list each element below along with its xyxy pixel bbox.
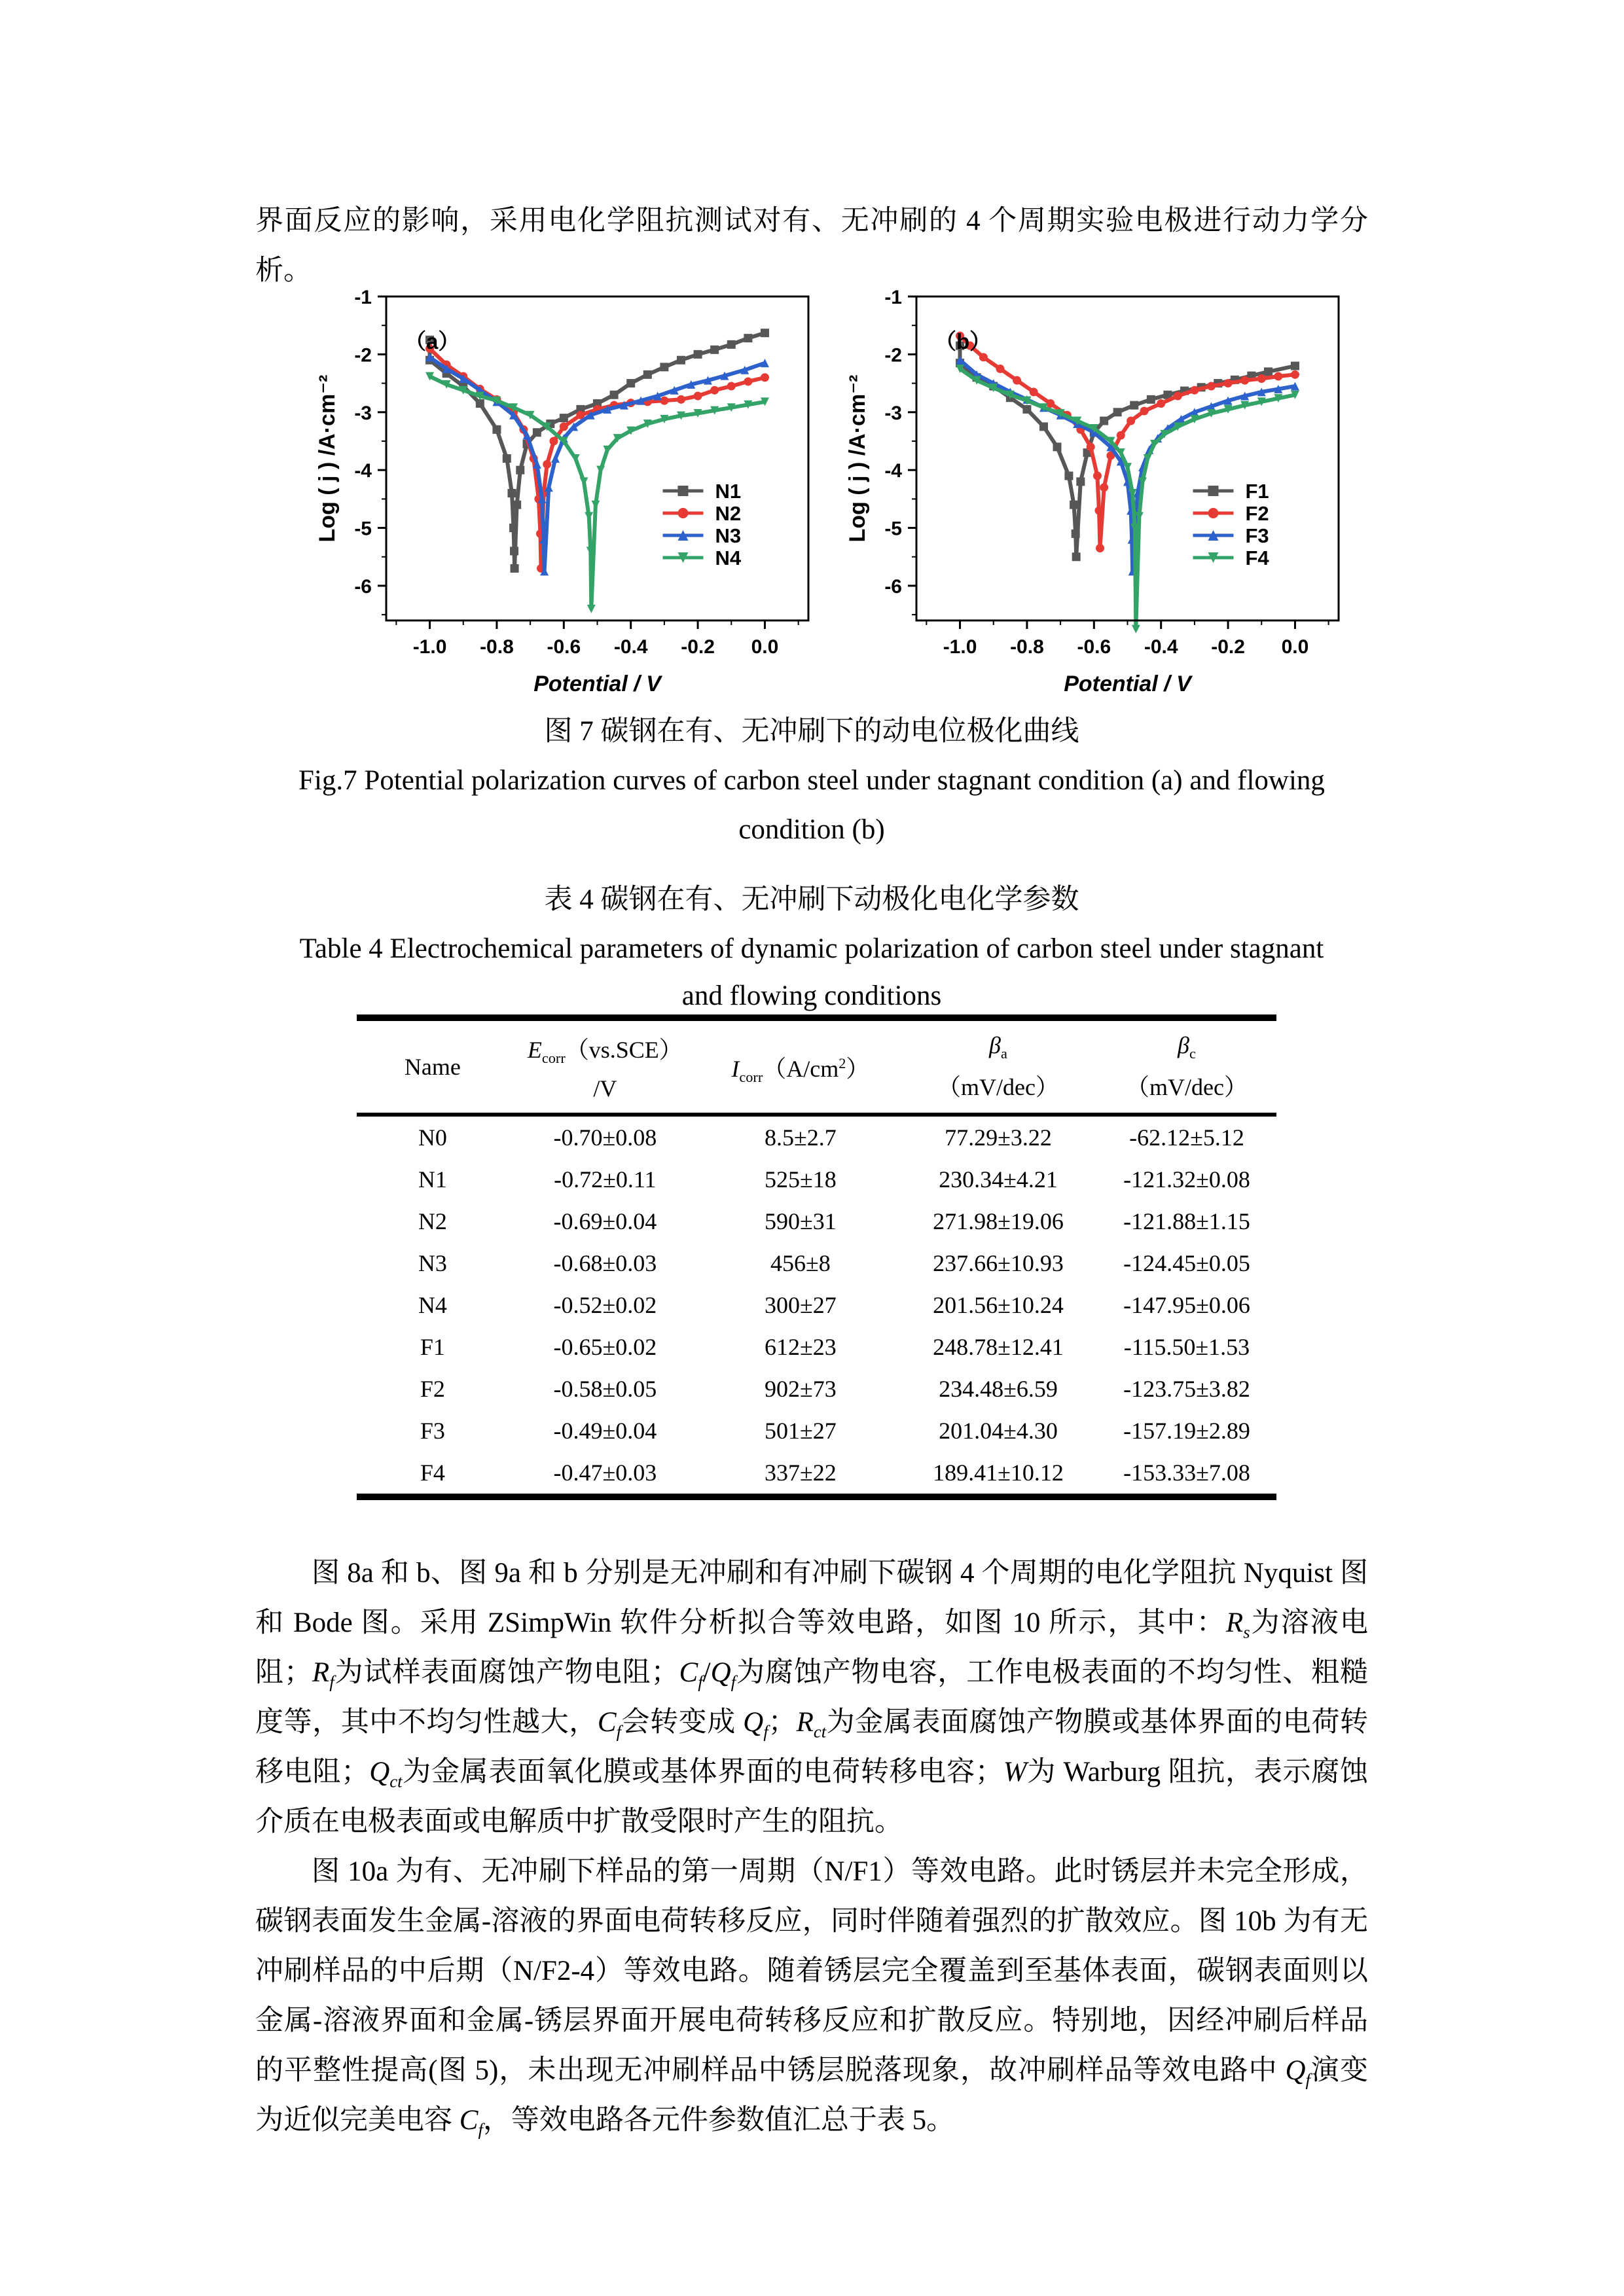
- table-row: [357, 1284, 1276, 1326]
- svg-text:-0.6: -0.6: [547, 636, 581, 658]
- svg-text:-0.4: -0.4: [613, 636, 648, 658]
- svg-text:0.0: 0.0: [751, 636, 779, 658]
- y-axis-label: Log ( j ) /A·cm⁻²: [845, 374, 870, 543]
- table-cell: 8.5±2.7: [765, 1124, 837, 1151]
- legend-label-N2: N2: [715, 502, 742, 525]
- table-row: [357, 1410, 1276, 1452]
- legend-label-N1: N1: [715, 480, 742, 503]
- table-cell: -62.12±5.12: [1129, 1124, 1244, 1151]
- table-cell: -0.58±0.05: [553, 1376, 657, 1402]
- table-cell: 612±23: [765, 1334, 837, 1360]
- svg-text:-0.6: -0.6: [1077, 636, 1111, 658]
- table-cell: -0.49±0.04: [553, 1418, 657, 1444]
- svg-text:-1: -1: [884, 287, 902, 308]
- legend-label-N3: N3: [715, 524, 742, 547]
- table-cell: N3: [418, 1250, 447, 1276]
- table-header-row: [357, 1021, 1276, 1117]
- table-row: [357, 1242, 1276, 1284]
- table-cell: -0.72±0.11: [554, 1166, 657, 1193]
- table-cell: 337±22: [765, 1460, 837, 1486]
- legend-label-F4: F4: [1245, 547, 1269, 569]
- chart-b: [841, 287, 1352, 706]
- table-4: [357, 1014, 1276, 1500]
- svg-text:-5: -5: [354, 518, 372, 540]
- table-cell: 271.98±19.06: [933, 1208, 1064, 1234]
- table-cell: 77.29±3.22: [945, 1124, 1052, 1151]
- svg-text:-5: -5: [884, 518, 902, 540]
- table-cell: -0.47±0.03: [553, 1460, 657, 1486]
- svg-text:-1: -1: [354, 287, 372, 308]
- table-cell: 230.34±4.21: [939, 1166, 1058, 1193]
- table-cell: 300±27: [765, 1292, 837, 1318]
- table-cell: 501±27: [765, 1418, 837, 1444]
- table-row: [357, 1452, 1276, 1494]
- table-header-cell-beta-a: $\beta_a$ （mV/dec）: [937, 1031, 1059, 1101]
- table-cell: N0: [418, 1124, 447, 1151]
- table-cell: -115.50±1.53: [1123, 1334, 1250, 1360]
- table-header-cell-name: Name: [404, 1054, 461, 1080]
- svg-text:-0.8: -0.8: [480, 636, 514, 658]
- legend-label-F1: F1: [1245, 480, 1269, 503]
- table-cell: -153.33±7.08: [1123, 1460, 1250, 1486]
- table-cell: 237.66±10.93: [933, 1250, 1064, 1276]
- body-text: [255, 1549, 1368, 2145]
- table-cell: F3: [420, 1418, 445, 1444]
- figure-7-caption-zh: 图 7 碳钢在有、无冲刷下的动电位极化曲线: [544, 716, 1079, 747]
- figure-7-caption-en-line2: condition (b): [738, 814, 885, 845]
- table-4-caption-zh: 表 4 碳钢在有、无冲刷下动极化电化学参数: [544, 884, 1079, 915]
- table-cell: F1: [420, 1334, 445, 1360]
- svg-text:-6: -6: [354, 575, 372, 598]
- paragraph-intro: 界面反应的影响，采用电化学阻抗测试对有、无冲刷的 4 个周期实验电极进行动力学分析。: [255, 206, 1368, 286]
- table-cell: -121.32±0.08: [1123, 1166, 1250, 1193]
- table-4-caption-en-line1: Table 4 Electrochemical parameters of dynamic polarization of carbon steel under stagnant: [299, 933, 1324, 964]
- svg-text:-1.0: -1.0: [943, 636, 977, 658]
- table-cell: 248.78±12.41: [933, 1334, 1064, 1360]
- svg-text:-0.2: -0.2: [1211, 636, 1245, 658]
- table-cell: -0.69±0.04: [553, 1208, 657, 1234]
- paragraph-circuit: 图 10a 为有、无冲刷下样品的第一周期（N/F1）等效电路。此时锈层并未完全形成，碳钢表面发生金属-溶液的界面电荷转移反应，同时伴随着强烈的扩散效应。图 10b 为有无冲刷样品的中后期（N/F2-4）等效电路。随着锈层完全覆盖到至基体表面，碳钢表面则以金属-溶液界面和金属-锈层界面开展电荷转移反应和扩散反应。特别地，因经冲刷后样品的平整性提高(图 5)，未出现无冲刷样品中锈层脱落现象，故冲刷样品等效电路中 $Q_f$演变为近似完美电容 $C_f$，等效电路各元件参数值汇总于表 5。: [255, 1856, 1369, 2140]
- table-cell: 201.04±4.30: [939, 1418, 1058, 1444]
- y-axis-label: Log ( j ) /A·cm⁻²: [315, 374, 340, 543]
- legend: [662, 480, 741, 569]
- table-cell: 234.48±6.59: [939, 1376, 1058, 1402]
- table-cell: -124.45±0.05: [1123, 1250, 1250, 1276]
- table-cell: N2: [418, 1208, 447, 1234]
- table-row: [357, 1117, 1276, 1158]
- table-4-caption-en-line2: and flowing conditions: [681, 980, 942, 1011]
- table-header-cell-icorr: $I_{corr}(A/cm^2)$: [731, 1054, 870, 1085]
- table-header-cell-beta-c: $\beta_c$ （mV/dec）: [1125, 1031, 1248, 1101]
- legend-label-F2: F2: [1245, 502, 1269, 525]
- table-cell: F4: [420, 1460, 445, 1486]
- legend-label-N4: N4: [715, 547, 742, 569]
- x-axis-label: Potential / V: [533, 672, 661, 696]
- table-cell: -147.95±0.06: [1123, 1292, 1250, 1318]
- table-row: [357, 1326, 1276, 1368]
- table-cell: 902±73: [765, 1376, 837, 1402]
- svg-text:-4: -4: [354, 460, 372, 482]
- table-cell: -0.70±0.08: [553, 1124, 657, 1151]
- table-cell: N1: [418, 1166, 447, 1193]
- svg-text:-4: -4: [884, 460, 902, 482]
- table-cell: -0.52±0.02: [553, 1292, 657, 1318]
- table-cell: 456±8: [770, 1250, 831, 1276]
- svg-text:-0.8: -0.8: [1010, 636, 1044, 658]
- table-cell: N4: [418, 1292, 447, 1318]
- table-row: [357, 1368, 1276, 1410]
- table-cell: -123.75±3.82: [1123, 1376, 1250, 1402]
- svg-text:0.0: 0.0: [1281, 636, 1309, 658]
- svg-text:-3: -3: [354, 402, 372, 424]
- table-row: [357, 1200, 1276, 1242]
- svg-text:-1.0: -1.0: [412, 636, 447, 658]
- svg-text:-6: -6: [884, 575, 902, 598]
- table-row: [357, 1158, 1276, 1200]
- panel-label: （b）: [935, 329, 992, 353]
- table-cell: 201.56±10.24: [933, 1292, 1064, 1318]
- chart-a: [311, 287, 821, 706]
- table-cell: -0.68±0.03: [553, 1250, 657, 1276]
- x-axis-label: Potential / V: [1064, 672, 1191, 696]
- table-cell: 590±31: [765, 1208, 837, 1234]
- panel-label: （a）: [405, 329, 460, 353]
- table-cell: -157.19±2.89: [1123, 1418, 1250, 1444]
- paragraph-eis: 图 8a 和 b、图 9a 和 b 分别是无冲刷和有冲刷下碳钢 4 个周期的电化学阻抗 Nyquist 图和 Bode 图。采用 ZSimpWin 软件分析拟合等效电路，如图 10 所示，其中：$R_s$为溶液电阻；$R_f$为试样表面腐蚀产物电阻；$C_f/Q_f$为腐蚀产物电容，工作电极表面的不均匀性、粗糙度等，其中不均匀性越大，$C_f$会转变成 $Q_f$；$R_{ct}$为金属表面腐蚀产物膜或基体界面的电荷转移电阻；$Q_{ct}$为金属表面氧化膜或基体界面的电荷转移电容；W为 Warburg 阻抗，表示腐蚀介质在电极表面或电解质中扩散受限时产生的阻抗。: [255, 1558, 1369, 1837]
- table-header-cell-ecorr: $E_{corr}(vs.SCE)$ /V: [527, 1036, 683, 1102]
- svg-text:-0.2: -0.2: [681, 636, 715, 658]
- svg-text:-0.4: -0.4: [1144, 636, 1178, 658]
- svg-text:-3: -3: [884, 402, 902, 424]
- legend: [1193, 480, 1269, 569]
- table-body: [357, 1117, 1276, 1494]
- table-cell: -121.88±1.15: [1123, 1208, 1250, 1234]
- table-cell: 525±18: [765, 1166, 837, 1193]
- svg-text:-2: -2: [884, 344, 902, 367]
- table-cell: F2: [420, 1376, 445, 1402]
- table-cell: -0.65±0.02: [553, 1334, 657, 1360]
- svg-text:-2: -2: [354, 344, 372, 367]
- figure-7-caption-en-line1: Fig.7 Potential polarization curves of carbon steel under stagnant condition (a) and flowing: [298, 765, 1325, 796]
- table-cell: 189.41±10.12: [933, 1460, 1064, 1486]
- legend-label-F3: F3: [1245, 524, 1269, 547]
